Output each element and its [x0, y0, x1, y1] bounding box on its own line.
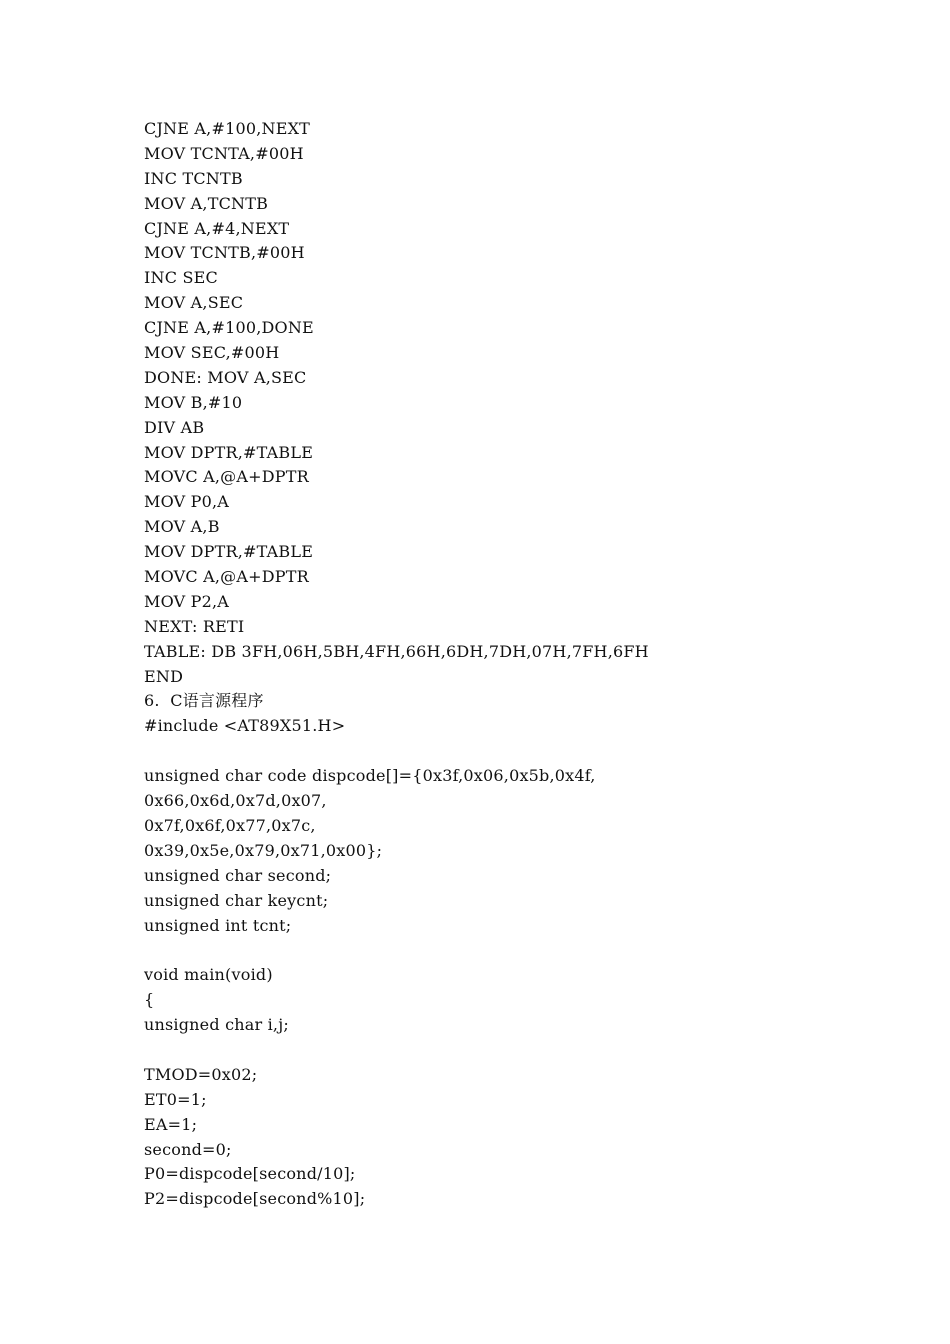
- code-line: DONE: MOV A,SEC: [144, 367, 307, 387]
- code-line: MOVC A,@A+DPTR: [144, 467, 309, 487]
- blank-line: [144, 1038, 924, 1063]
- code-line: EA=1;: [144, 1114, 198, 1134]
- code-line: unsigned int tcnt;: [144, 915, 292, 935]
- code-line: P2=dispcode[second%10];: [144, 1189, 366, 1209]
- code-line: MOV P2,A: [144, 591, 230, 611]
- code-line: MOV B,#10: [144, 392, 243, 412]
- code-line: void main(void): [144, 965, 273, 985]
- blank-line: [144, 739, 924, 764]
- code-line: END: [144, 666, 184, 686]
- code-line: INC SEC: [144, 268, 218, 288]
- code-line: TMOD=0x02;: [144, 1064, 258, 1084]
- code-line: second=0;: [144, 1139, 232, 1159]
- code-line: 0x39,0x5e,0x79,0x71,0x00};: [144, 840, 383, 860]
- code-line: MOV DPTR,#TABLE: [144, 442, 314, 462]
- code-line: P0=dispcode[second/10];: [144, 1164, 356, 1184]
- code-line: CJNE A,#4,NEXT: [144, 218, 290, 238]
- code-line: 0x66,0x6d,0x7d,0x07,: [144, 791, 327, 811]
- code-line: CJNE A,#100,DONE: [144, 318, 314, 338]
- code-line: unsigned char i,j;: [144, 1015, 289, 1035]
- code-line: MOV P0,A: [144, 492, 230, 512]
- code-line: #include <AT89X51.H>: [144, 716, 346, 736]
- code-line: ET0=1;: [144, 1089, 207, 1109]
- blank-line: [144, 938, 924, 963]
- code-line: MOV A,B: [144, 517, 220, 537]
- code-line: MOV TCNTA,#00H: [144, 143, 304, 163]
- code-line: MOV TCNTB,#00H: [144, 243, 305, 263]
- code-line: INC TCNTB: [144, 168, 243, 188]
- code-line: NEXT: RETI: [144, 616, 245, 636]
- section-heading: 6. C语言源程序: [144, 691, 264, 711]
- code-line: {: [144, 990, 155, 1010]
- code-line: unsigned char keycnt;: [144, 890, 329, 910]
- code-line: MOV DPTR,#TABLE: [144, 542, 314, 562]
- code-line: 0x7f,0x6f,0x77,0x7c,: [144, 815, 316, 835]
- code-line: MOV A,SEC: [144, 293, 244, 313]
- code-line: CJNE A,#100,NEXT: [144, 119, 311, 138]
- code-line: MOV A,TCNTB: [144, 193, 269, 213]
- code-listing: [144, 117, 924, 1212]
- code-line: DIV AB: [144, 417, 205, 437]
- code-line: TABLE: DB 3FH,06H,5BH,4FH,66H,6DH,7DH,07H,7FH,6FH: [144, 641, 649, 661]
- code-line: MOV SEC,#00H: [144, 343, 280, 363]
- code-line: unsigned char second;: [144, 865, 332, 885]
- code-line: MOVC A,@A+DPTR: [144, 567, 309, 587]
- code-line: unsigned char code dispcode[]={0x3f,0x06,0x5b,0x4f,: [144, 766, 596, 786]
